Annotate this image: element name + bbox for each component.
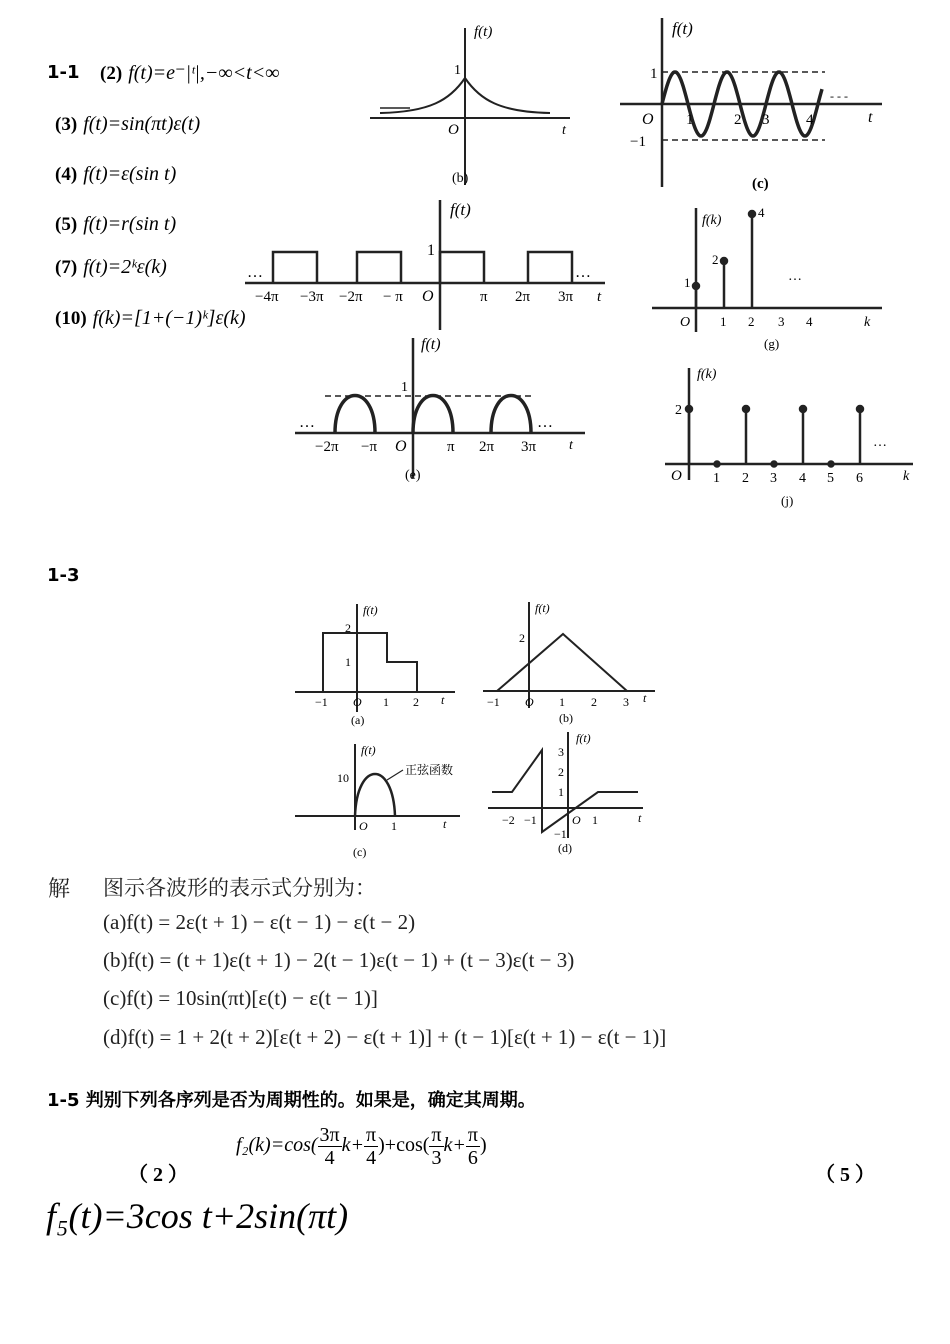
fig-e-tick-pi: π bbox=[447, 439, 455, 455]
figure-e bbox=[295, 333, 595, 483]
fig13d-tick-t: t bbox=[638, 811, 642, 825]
fig-b-caption: (b) bbox=[452, 171, 469, 186]
solution-intro: 图示各波形的表示式分别为： bbox=[103, 876, 376, 900]
fig-d-dots-left: … bbox=[247, 264, 263, 281]
fig-c-tick-2: 2 bbox=[734, 112, 742, 128]
fig-j-ylabel: f(k) bbox=[697, 367, 717, 382]
fig-c-yneg: −1 bbox=[630, 134, 646, 150]
fig13b-ylabel: f(t) bbox=[535, 601, 550, 615]
fig13b-tick-t: t bbox=[643, 691, 647, 705]
fig13a-tick-n1: −1 bbox=[315, 695, 328, 709]
fig-j-tick-1: 1 bbox=[713, 471, 720, 486]
fig-c-tick-4: 4 bbox=[806, 112, 814, 128]
fig-g-ylabel: f(k) bbox=[702, 213, 722, 228]
fig13b-tick-o: O bbox=[525, 695, 534, 709]
fig13c-ylabel: f(t) bbox=[361, 743, 376, 757]
figure-13-d bbox=[488, 728, 658, 853]
item-3: (3) f(t)=sin(πt)ε(t) bbox=[55, 113, 201, 135]
fig-b-ylabel: f(t) bbox=[474, 24, 493, 40]
fig-d-tick-pi: π bbox=[480, 289, 488, 305]
section-1-3-title: 1-3 bbox=[47, 565, 80, 586]
problem-2-number: （ 2 ） bbox=[128, 1164, 188, 1186]
fig-j-dots: … bbox=[873, 435, 887, 450]
fig-g-val-1: 1 bbox=[684, 275, 691, 290]
fig13d-yn1: −1 bbox=[554, 827, 567, 841]
fig-d-ylabel: f(t) bbox=[450, 200, 471, 219]
fig13b-caption: (b) bbox=[559, 711, 573, 725]
fig-e-origin: O bbox=[395, 438, 407, 455]
fig-e-tick-3pi: 3π bbox=[521, 439, 537, 455]
fig13c-tick-1: 1 bbox=[391, 819, 397, 833]
fig13c-caption: (c) bbox=[353, 845, 367, 859]
fig-d-tick-npi: − π bbox=[383, 289, 403, 305]
fig-g-val-4: 4 bbox=[758, 205, 765, 220]
fig-c-ylabel: f(t) bbox=[672, 19, 693, 38]
solution-line-c: (c)f(t) = 10sin(πt)[ε(t) − ε(t − 1)] bbox=[103, 986, 378, 1010]
fig-d-tick-2pi: 2π bbox=[515, 289, 531, 305]
fig13c-y10: 10 bbox=[337, 771, 349, 785]
fig-c-origin: O bbox=[642, 111, 654, 128]
fig-e-tick-npi: −π bbox=[361, 439, 378, 455]
fig13b-tick-2: 2 bbox=[591, 695, 597, 709]
fig-e-ylabel: f(t) bbox=[421, 336, 441, 353]
problem-5-number: （ 5 ） bbox=[815, 1164, 875, 1186]
fig-j-level: 2 bbox=[675, 403, 682, 418]
figure-13-c bbox=[295, 740, 475, 865]
fig-b-origin: O bbox=[448, 122, 459, 138]
fig-c-xlabel: t bbox=[868, 109, 873, 126]
figure-b bbox=[370, 20, 590, 190]
fig-e-caption: (e) bbox=[405, 468, 421, 483]
fig13a-tick-t: t bbox=[441, 693, 445, 707]
fig-e-tick-2pi: 2π bbox=[479, 439, 495, 455]
fig-d-dots-right: … bbox=[575, 264, 591, 281]
fig-d-origin: O bbox=[422, 288, 434, 305]
formula-f5: f₅(t)=3cos t+2sin(πt) bbox=[46, 1196, 349, 1236]
fig13a-ylabel: f(t) bbox=[363, 603, 378, 617]
solution-line-a: (a)f(t) = 2ε(t + 1) − ε(t − 1) − ε(t − 2) bbox=[103, 910, 416, 934]
fig13c-tick-t: t bbox=[443, 817, 447, 831]
fig-d-tick-3pi: 3π bbox=[558, 289, 574, 305]
fig-g-tick-2: 2 bbox=[748, 314, 755, 329]
figure-c bbox=[620, 12, 890, 197]
solution-label: 解 bbox=[48, 876, 71, 901]
fig13b-tick-3: 3 bbox=[623, 695, 629, 709]
fig13d-y3: 3 bbox=[558, 745, 564, 759]
item-5: (5) f(t)=r(sin t) bbox=[55, 213, 177, 235]
section-1-1-title: 1-1 bbox=[47, 62, 80, 83]
fig13d-ylabel: f(t) bbox=[576, 731, 591, 745]
fig-j-tick-4: 4 bbox=[799, 471, 806, 486]
solution-line-d: (d)f(t) = 1 + 2(t + 2)[ε(t + 2) − ε(t + 1)] + (t − 1)[ε(t + 1) − ε(t − 1)] bbox=[103, 1025, 667, 1049]
figure-13-a bbox=[295, 600, 465, 730]
fig13a-caption: (a) bbox=[351, 713, 365, 727]
fig-e-dots-left: … bbox=[299, 414, 315, 431]
fig-g-caption: (g) bbox=[764, 336, 780, 351]
fig13c-note: 正弦函数 bbox=[405, 763, 454, 777]
fig-c-dots: - - - bbox=[830, 89, 848, 103]
fig13b-y2: 2 bbox=[519, 631, 525, 645]
figure-g bbox=[652, 200, 892, 350]
fig-c-tick-1: 1 bbox=[686, 112, 694, 128]
fig-b-peak: 1 bbox=[454, 63, 461, 78]
fig-j-tick-6: 6 bbox=[856, 471, 863, 486]
figure-d bbox=[245, 195, 615, 335]
figure-j bbox=[665, 362, 925, 517]
fig13a-tick-1: 1 bbox=[383, 695, 389, 709]
fig-j-tick-3: 3 bbox=[770, 471, 777, 486]
figure-13-b bbox=[483, 598, 663, 728]
fig-g-tick-1: 1 bbox=[720, 314, 727, 329]
fig13b-tick-1: 1 bbox=[559, 695, 565, 709]
fig-e-tick-n2pi: −2π bbox=[315, 439, 339, 455]
fig-g-val-2: 2 bbox=[712, 252, 719, 267]
fig13d-tick-n2: −2 bbox=[502, 813, 515, 827]
fig13a-y2: 2 bbox=[345, 621, 351, 635]
fig-g-dots: … bbox=[788, 269, 802, 284]
item-10: (10) f(k)=[1+(−1)ᵏ]ε(k) bbox=[55, 307, 246, 329]
fig-d-tick-n2pi: −2π bbox=[339, 289, 363, 305]
fig-c-ypos: 1 bbox=[650, 66, 658, 82]
solution-line-b: (b)f(t) = (t + 1)ε(t + 1) − 2(t − 1)ε(t − 1) + (t − 3)ε(t − 3) bbox=[103, 948, 575, 972]
fig13d-y1: 1 bbox=[558, 785, 564, 799]
fig-d-tick-n4pi: −4π bbox=[255, 289, 279, 305]
fig-d-xlabel: t bbox=[597, 289, 602, 305]
fig-d-tick-n3pi: −3π bbox=[300, 289, 324, 305]
fig13a-tick-o: O bbox=[353, 695, 362, 709]
fig13d-tick-o: O bbox=[572, 813, 581, 827]
fig-e-level: 1 bbox=[401, 380, 408, 395]
item-2: (2) f(t)=e⁻|ᵗ|,−∞<t<∞ bbox=[100, 62, 280, 84]
fig-c-tick-3: 3 bbox=[762, 112, 770, 128]
fig-g-origin: O bbox=[680, 315, 691, 330]
section-1-5-title: 1-5 判别下列各序列是否为周期性的。如果是，确定其周期。 bbox=[47, 1090, 536, 1111]
fig-d-level: 1 bbox=[427, 242, 435, 259]
fig13c-tick-o: O bbox=[359, 819, 368, 833]
fig-j-xlabel: k bbox=[903, 469, 910, 484]
fig13a-y1: 1 bbox=[345, 655, 351, 669]
item-4: (4) f(t)=ε(sin t) bbox=[55, 163, 177, 185]
fig13a-tick-2: 2 bbox=[413, 695, 419, 709]
fig13d-y2: 2 bbox=[558, 765, 564, 779]
fig-j-caption: (j) bbox=[781, 493, 794, 508]
fig13b-tick-n1: −1 bbox=[487, 695, 500, 709]
fig13d-caption: (d) bbox=[558, 841, 572, 855]
fig-j-tick-2: 2 bbox=[742, 471, 749, 486]
fig-b-xlabel: t bbox=[562, 123, 566, 138]
fig-e-dots-right: … bbox=[537, 414, 553, 431]
item-7: (7) f(t)=2ᵏε(k) bbox=[55, 256, 167, 278]
fig-g-xlabel: k bbox=[864, 315, 871, 330]
fig-j-origin: O bbox=[671, 468, 682, 484]
fig13d-tick-n1: −1 bbox=[524, 813, 537, 827]
fig-g-tick-3: 3 bbox=[778, 314, 785, 329]
fig-j-tick-5: 5 bbox=[827, 471, 834, 486]
fig-e-xlabel: t bbox=[569, 438, 573, 453]
fig13d-tick-1: 1 bbox=[592, 813, 598, 827]
fig-c-caption: (c) bbox=[752, 176, 769, 192]
fig-g-tick-4: 4 bbox=[806, 314, 813, 329]
formula-f2: f₂(k)=cos( $\frac{3\pi}{4}$ k+ $\frac{\pi}{4}$ )+cos( $\frac{\pi}{3}$ k+ $\frac{\pi}{6}$ ) bbox=[236, 1124, 487, 1169]
